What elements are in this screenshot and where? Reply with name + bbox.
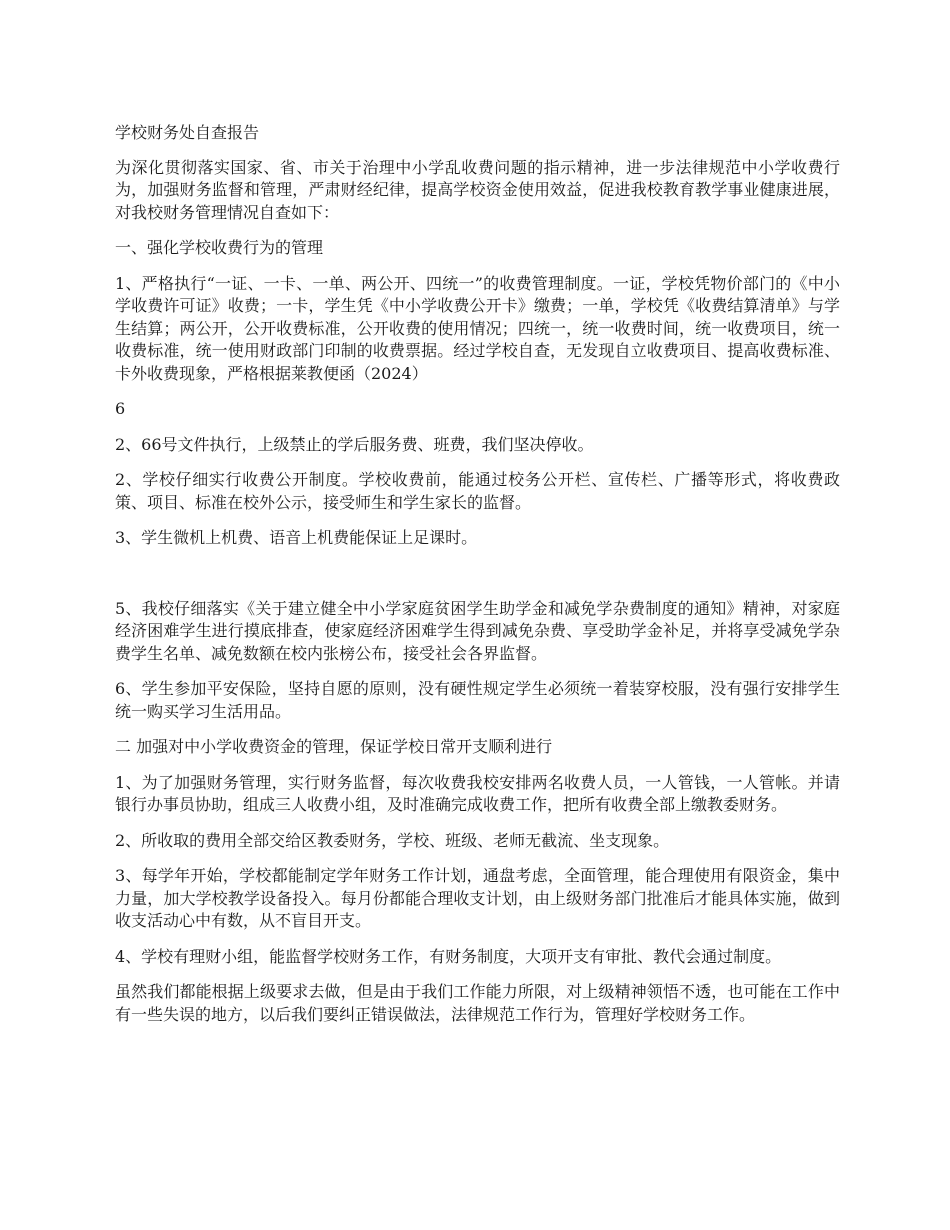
intro-paragraph: 为深化贯彻落实国家、省、市关于治理中小学乱收费问题的指示精神，进一步法律规范中小学收费行为，加强财务监督和管理，严肃财经纪律，提高学校资金使用效益，促进我校教育教学事业健康进展，对我校财务管理情况自查如下： [115,157,840,222]
section-heading-1: 一、强化学校收费行为的管理 [115,238,324,257]
paragraph-2-3: 3、每学年开始，学校都能制定学年财务工作计划，通盘考虑，全面管理，能合理使用有限资金，集中力量，加大学校教学设备投入。每月份都能合理收支计划，由上级财务部门批准后才能具体实施，做到收支活动心中有数，从不盲目开支。 [115,866,840,930]
paragraph-1-1: 1、严格执行“一证、一卡、一单、两公开、四统一”的收费管理制度。一证，学校凭物价部门的《中小学收费许可证》收费；一卡，学生凭《中小学收费公开卡》缴费；一单，学校凭《收费结算清单》与学生结算；两公开，公开收费标准，公开收费的使用情况；四统一，统一收费时间，统一收费项目，统一收费标准，统一使用财政部门印制的收费票据。经过学校自查，无发现自立收费项目、提高收费标准、卡外收费现象，严格根据莱教便函（2024） [115,273,840,383]
paragraph-2-4: 4、学校有理财小组，能监督学校财务工作，有财务制度，大项开支有审批、教代会通过制度。 [115,946,782,966]
paragraph-fragment: 6 [115,399,126,418]
blank-gap [115,563,840,598]
paragraph-1-6: 6、学生参加平安保险，坚持自愿的原则，没有硬性规定学生必须统一着装穿校服，没有强行安排学生统一购买学习生活用品。 [115,679,840,721]
paragraph-1-2b: 2、学校仔细实行收费公开制度。学校收费前，能通过校务公开栏、宣传栏、广播等形式，将收费政策、项目、标准在校外公示，接受师生和学生家长的监督。 [115,470,840,512]
document-body [115,122,840,1039]
paragraph-1-5: 5、我校仔细落实《关于建立健全中小学家庭贫困学生助学金和减免学杂费制度的通知》精神，对家庭经济困难学生进行摸底排查，使家庭经济困难学生得到减免杂费、享受助学金补足，并将享受减免学杂费学生名单、减免数额在校内张榜公布，接受社会各界监督。 [115,598,840,663]
closing-paragraph: 虽然我们都能根据上级要求去做，但是由于我们工作能力所限，对上级精神领悟不透，也可能在工作中有一些失误的地方，以后我们要纠正错误做法，法律规范工作行为，管理好学校财务工作。 [115,982,840,1024]
section-heading-2: 二 加强对中小学收费资金的管理，保证学校日常开支顺利进行 [115,737,553,756]
paragraph-1-3: 3、学生微机上机费、语音上机费能保证上足课时。 [115,528,478,547]
paragraph-2-2: 2、所收取的费用全部交给区教委财务，学校、班级、老师无截流、坐支现象。 [115,830,670,850]
document-title: 学校财务处自查报告 [115,123,260,142]
paragraph-2-1: 1、为了加强财务管理，实行财务监督，每次收费我校安排两名收费人员，一人管钱，一人管帐。并请银行办事员协助，组成三人收费小组，及时准确完成收费工作，把所有收费全部上缴教委财务。 [115,772,840,814]
paragraph-1-2a: 2、66号文件执行，上级禁止的学后服务费、班费，我们坚决停收。 [115,434,594,454]
